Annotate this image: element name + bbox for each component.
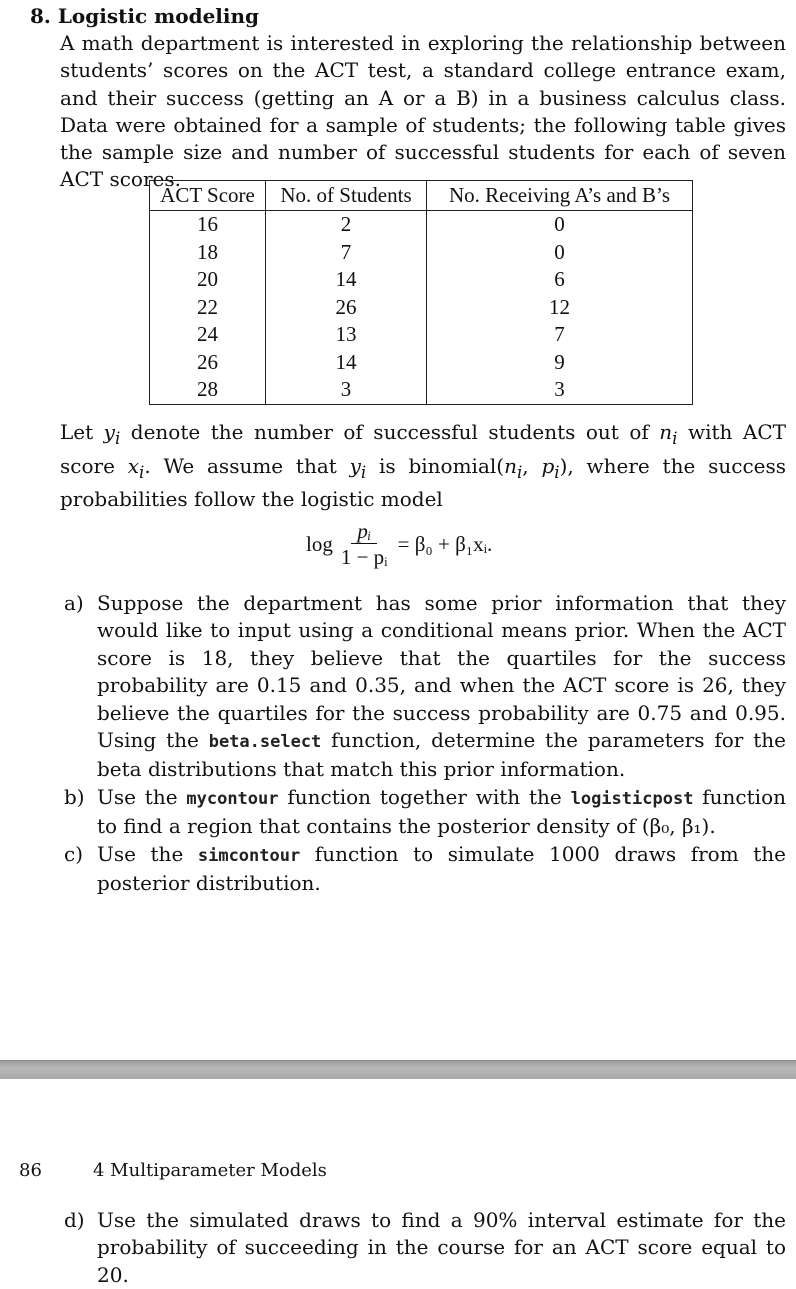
question-a (64, 590, 786, 784)
table-row (150, 349, 693, 377)
code-logisticpost: logisticpost (570, 788, 694, 809)
page-number: 86 (19, 1160, 42, 1181)
exercise-title: Logistic modeling (57, 4, 260, 28)
var-n-symbol: n (504, 453, 517, 478)
question-label: b) (64, 784, 85, 809)
cell-act-score: 26 (150, 349, 266, 377)
table-row (150, 239, 693, 267)
question-list (64, 590, 786, 897)
table-row (150, 294, 693, 322)
table-row (150, 211, 693, 239)
code-beta-select: beta.select (208, 732, 322, 753)
exercise-intro: A math department is interested in exploring the relationship between students’ scores on the ACT test, a standard college entrance exam, and their success (getting an A or a B) in a business calculus class. Data were obtained for a sample of students; the following table gives the sample size and number of successful students for each of seven ACT scores. (60, 31, 786, 192)
cell-act-score: 16 (150, 211, 266, 239)
question-text: function to simulate 1000 draws from the posterior distribution. (97, 841, 786, 896)
cell-act-score: 20 (150, 266, 266, 294)
cell-act-score: 22 (150, 294, 266, 322)
cell-act-score: 18 (150, 239, 266, 267)
header-num-ab: No. Receiving A’s and B’s (427, 181, 693, 211)
var-y: $y_i$ (349, 453, 367, 482)
question-text: Suppose the department has some prior information that they would like to input using a conditional means prior. When the ACT score is 18, they believe that the quartiles for the success probability are 0.15 and 0.35, and when the ACT score is 26, they believe the quartiles for the success probability are 0.75 and 0.95. Using the (97, 591, 786, 753)
model-text-segment: is binomial( (366, 453, 505, 478)
model-text-segment: with ACT score (60, 420, 787, 478)
code-simcontour: simcontour (197, 845, 301, 866)
cell-act-score: 24 (150, 321, 266, 349)
var-n: $n_i$ (659, 420, 678, 448)
question-text: Use the (97, 784, 187, 809)
header-num-students: No. of Students (266, 181, 427, 211)
question-text: Use the (97, 841, 198, 866)
cell-num-students: 14 (266, 266, 427, 294)
cell-num-students: 7 (266, 239, 427, 267)
cell-num-ab: 12 (427, 294, 693, 322)
question-d (64, 1207, 786, 1289)
act-data-table (149, 180, 693, 405)
cell-num-students: 13 (266, 321, 427, 349)
var-y-symbol: y (349, 453, 361, 478)
equation-fraction (337, 520, 392, 569)
table-row (150, 266, 693, 294)
exercise-heading (30, 4, 259, 28)
question-label: a) (64, 591, 84, 615)
logistic-equation (306, 516, 492, 572)
var-x: $x_i$ (127, 453, 145, 482)
equation-denominator: 1 − pᵢ (340, 544, 388, 569)
page-break-divider (0, 1060, 796, 1079)
question-b (64, 784, 786, 841)
question-label: d) (64, 1208, 85, 1232)
header-act-score: ACT Score (150, 181, 266, 211)
chapter-title: 4 Multiparameter Models (93, 1160, 327, 1181)
model-text-segment: ), where the success probabilities follow the logistic model (60, 453, 787, 511)
equation-log: log (306, 531, 333, 556)
var-x-symbol: x (127, 453, 139, 478)
var-p: $p_i$ (541, 453, 560, 482)
var-y-symbol: y (103, 420, 115, 444)
cell-act-score: 28 (150, 376, 266, 404)
cell-num-ab: 7 (427, 321, 693, 349)
cell-num-students: 2 (266, 211, 427, 239)
question-text: function, determine the parameters for the beta distributions that match this prior information. (97, 728, 786, 782)
model-text-segment: Let (60, 420, 104, 444)
cell-num-students: 3 (266, 376, 427, 404)
equation-numerator: pᵢ (351, 520, 377, 544)
cell-num-ab: 0 (427, 211, 693, 239)
code-mycontour: mycontour (186, 788, 279, 809)
question-c (64, 841, 786, 898)
cell-num-ab: 0 (427, 239, 693, 267)
var-y: $y_i$ (103, 420, 121, 448)
model-text-segment: . We assume that (144, 453, 350, 478)
var-n-symbol: n (659, 420, 673, 444)
model-description: Let $y_i$ denote the number of successful students out of $n_i$ with ACT score $x_i$. We assume that $y_i$ is $binomial(n_i$, $p_i$), where the success probabilities follow the logistic model (60, 420, 787, 511)
exercise-number: 8. (30, 4, 51, 28)
model-text-segment: denote the number of successful students out of (120, 420, 660, 444)
table-header-row (150, 181, 693, 211)
cell-num-students: 14 (266, 349, 427, 377)
cell-num-ab: 6 (427, 266, 693, 294)
var-n: $n_i$ (504, 453, 523, 482)
cell-num-ab: 3 (427, 376, 693, 404)
cell-num-students: 26 (266, 294, 427, 322)
question-label: c) (64, 841, 84, 866)
question-text: function to find a region that contains the posterior density of (β₀, β₁). (97, 784, 786, 839)
cell-num-ab: 9 (427, 349, 693, 377)
table-row (150, 376, 693, 404)
question-text: Use the simulated draws to find a 90% interval estimate for the probability of succeeding in the course for an ACT score equal to 20. (97, 1208, 786, 1287)
equation-rhs: = β₀ + β₁xᵢ. (397, 531, 493, 556)
table-row (150, 321, 693, 349)
question-text: function together with the (278, 784, 571, 809)
